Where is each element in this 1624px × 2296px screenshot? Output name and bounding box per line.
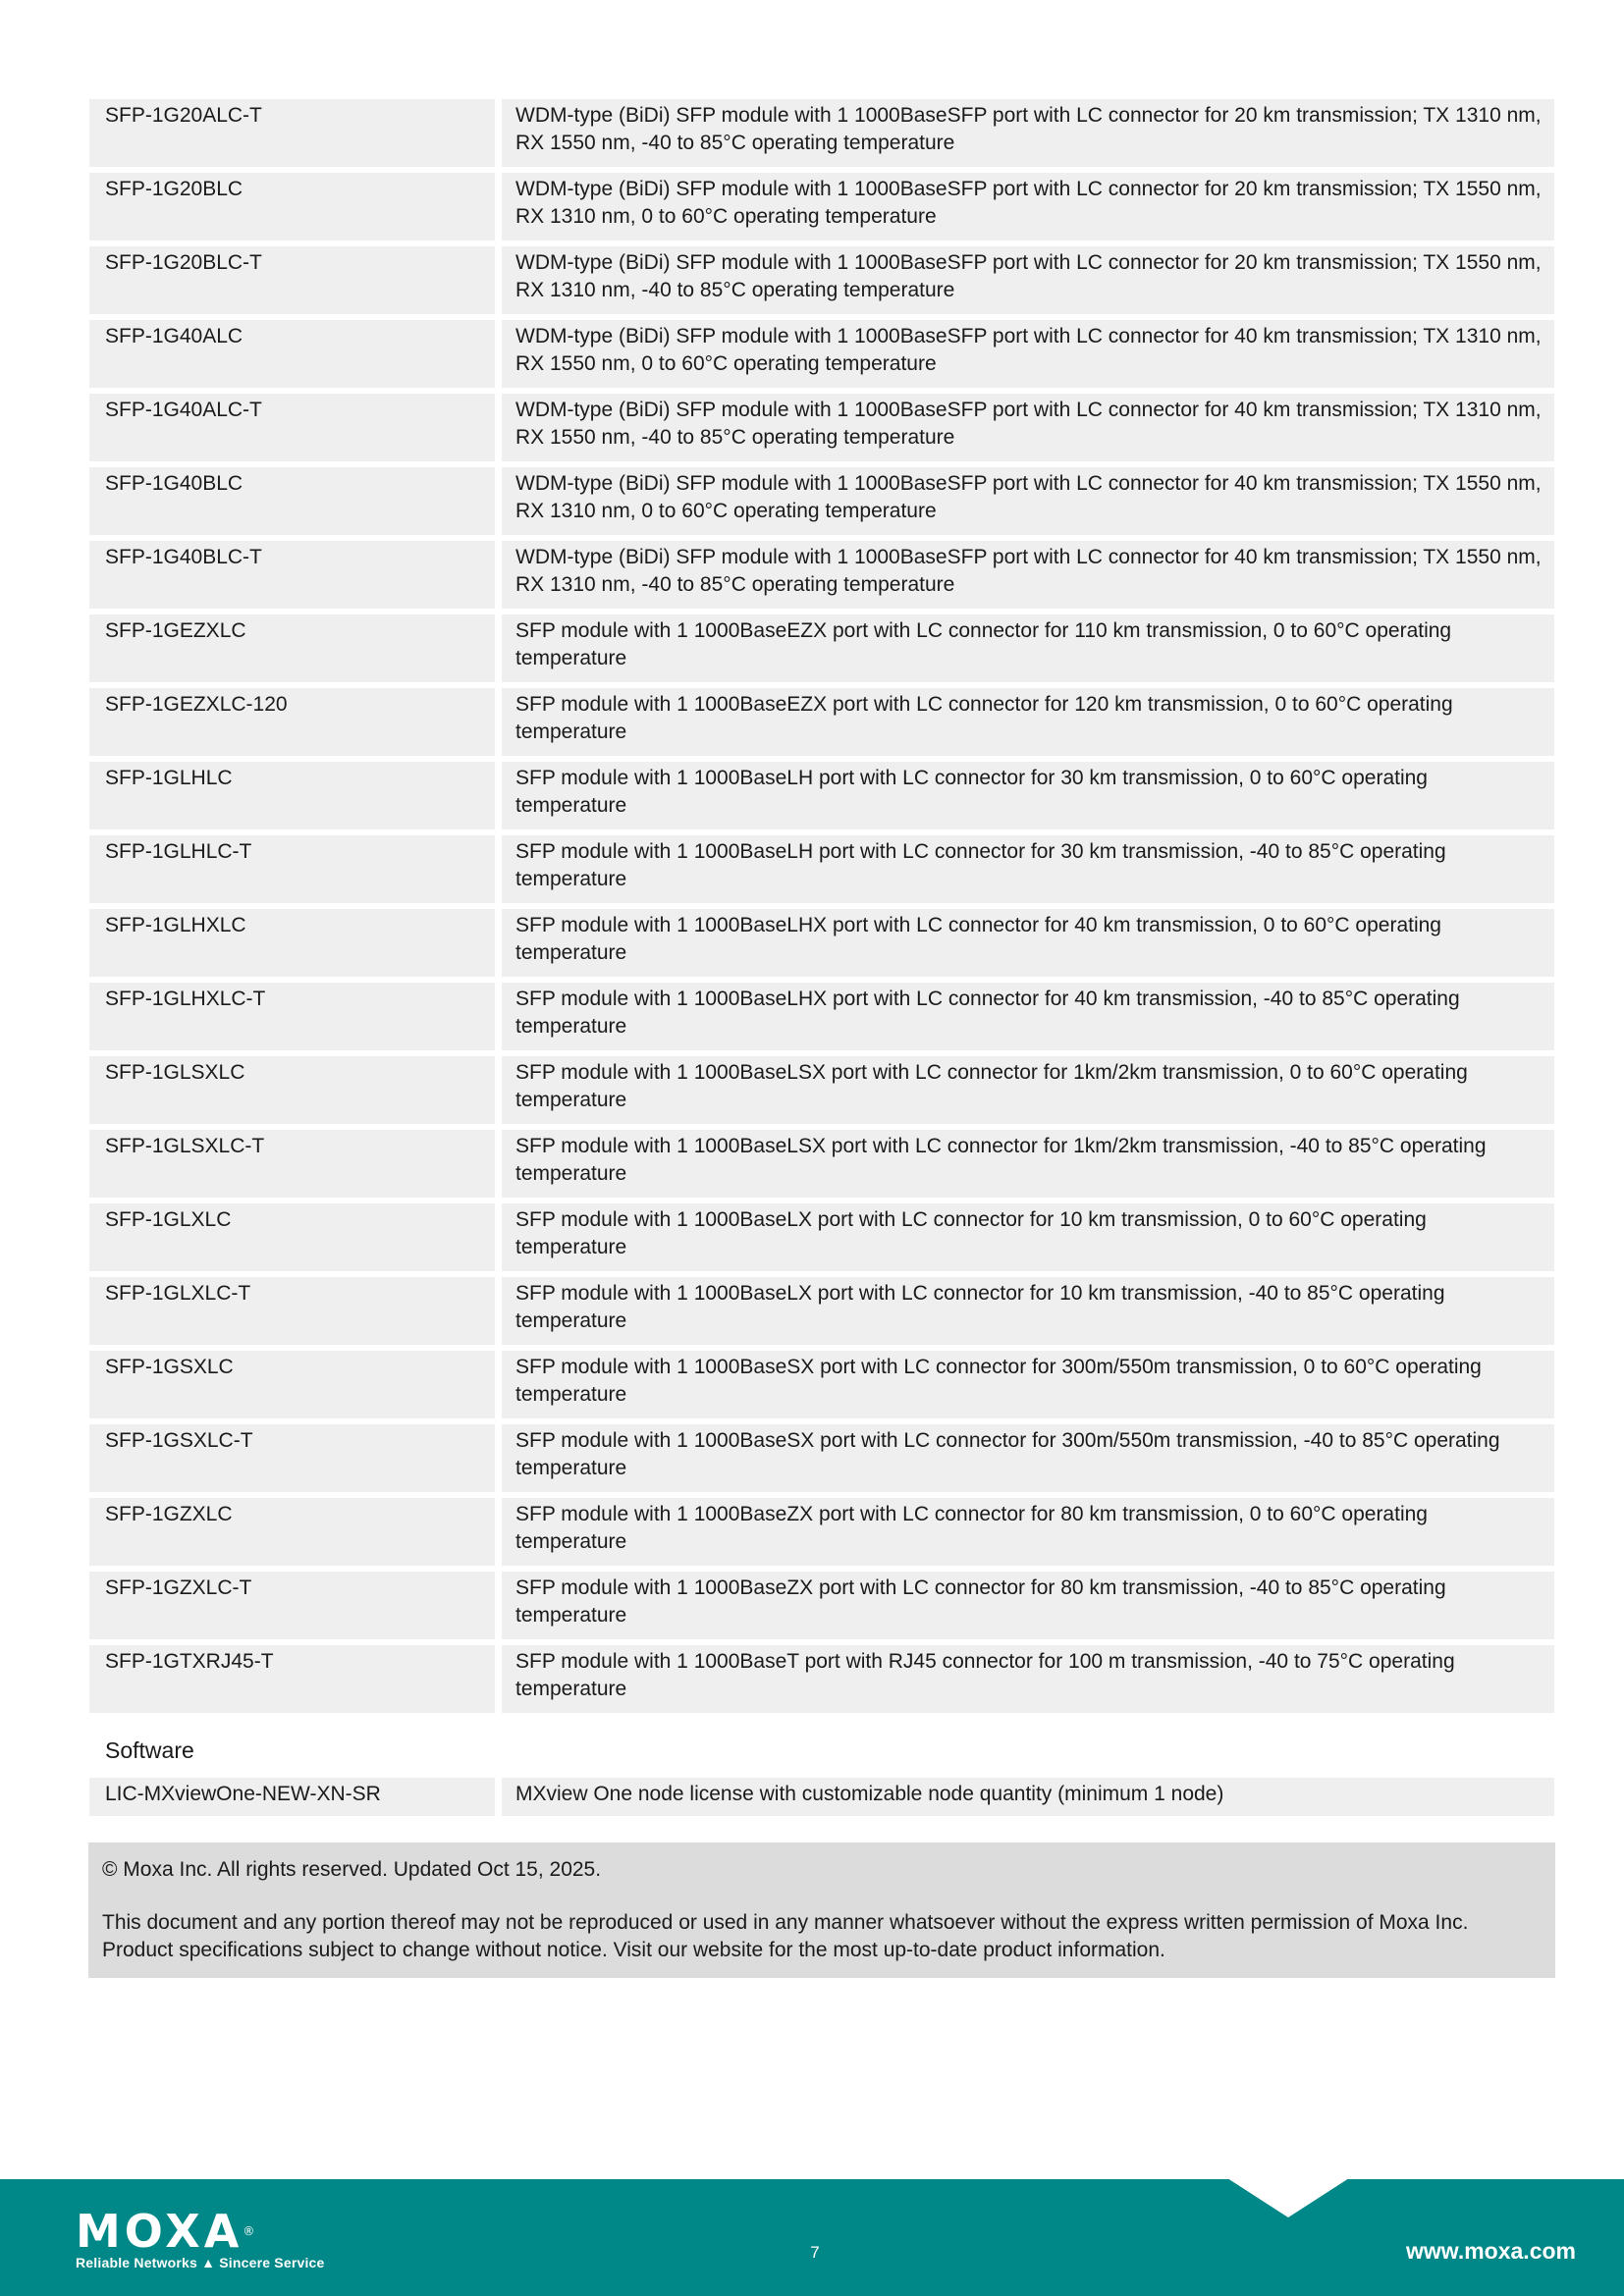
copyright-text: © Moxa Inc. All rights reserved. Updated Oct 15, 2025. [102,1858,602,1881]
table-row [89,983,1554,1050]
table-row [89,1424,1554,1492]
description-cell: SFP module with 1 1000BaseLSX port with LC connector for 1km/2km transmission, -40 to 85°C operating temperature [502,1130,1554,1198]
page-number: 7 [810,2243,820,2262]
model-name-cell: SFP-1GLXLC-T [89,1277,495,1345]
description-cell: SFP module with 1 1000BaseEZX port with LC connector for 110 km transmission, 0 to 60°C operating temperature [502,614,1554,682]
description-cell: SFP module with 1 1000BaseSX port with LC connector for 300m/550m transmission, 0 to 60°C operating temperature [502,1351,1554,1418]
table-row [89,173,1554,240]
table-row [89,1572,1554,1639]
table-row [89,1351,1554,1418]
logo-wordmark: MOXA® [76,2205,259,2258]
model-name-cell: SFP-1G20ALC-T [89,99,495,167]
logo-tagline: Reliable Networks ▲ Sincere Service [76,2255,325,2270]
table-row [89,1203,1554,1271]
table-row [89,1277,1554,1345]
table-row [89,909,1554,977]
description-cell: SFP module with 1 1000BaseLHX port with LC connector for 40 km transmission, 0 to 60°C operating temperature [502,909,1554,977]
model-name-cell: SFP-1G40BLC-T [89,541,495,609]
description-cell: WDM-type (BiDi) SFP module with 1 1000BaseSFP port with LC connector for 40 km transmission; TX 1310 nm, RX 1550 nm, -40 to 85°C operating temperature [502,394,1554,461]
table-row [89,467,1554,535]
model-name-cell: SFP-1G20BLC [89,173,495,240]
model-name-cell: SFP-1GLHXLC [89,909,495,977]
content [89,99,1554,1822]
website-link[interactable]: www.moxa.com [1406,2238,1576,2264]
description-cell: SFP module with 1 1000BaseEZX port with LC connector for 120 km transmission, 0 to 60°C operating temperature [502,688,1554,756]
disclaimer-text: This document and any portion thereof may not be reproduced or used in any manner whatsoever without the express written permission of Moxa Inc. Product specifications subject to change without notice. Visit our website for the most up-to-date product information. [102,1911,1469,1961]
moxa-logo [76,2205,325,2270]
model-name-cell: SFP-1GLHXLC-T [89,983,495,1050]
model-name-cell: SFP-1GLXLC [89,1203,495,1271]
table-row [89,1645,1554,1713]
description-cell: SFP module with 1 1000BaseLHX port with LC connector for 40 km transmission, -40 to 85°C operating temperature [502,983,1554,1050]
model-name-cell: SFP-1GSXLC-T [89,1424,495,1492]
copyright-notice [88,1842,1555,1978]
description-cell: SFP module with 1 1000BaseZX port with LC connector for 80 km transmission, 0 to 60°C operating temperature [502,1498,1554,1566]
table-row [89,394,1554,461]
table-row [89,541,1554,609]
model-name-cell: SFP-1GZXLC-T [89,1572,495,1639]
model-name-cell: SFP-1G40BLC [89,467,495,535]
model-name-cell: SFP-1GLHLC-T [89,835,495,903]
footer-notch [1227,2178,1349,2217]
model-name-cell: SFP-1GZXLC [89,1498,495,1566]
model-name-cell: SFP-1GEZXLC [89,614,495,682]
table-row [89,246,1554,314]
table-row [89,762,1554,829]
table-row [89,688,1554,756]
table-row [89,1498,1554,1566]
description-cell: SFP module with 1 1000BaseLH port with LC connector for 30 km transmission, -40 to 85°C operating temperature [502,835,1554,903]
description-cell: SFP module with 1 1000BaseLSX port with LC connector for 1km/2km transmission, 0 to 60°C operating temperature [502,1056,1554,1124]
description-cell: SFP module with 1 1000BaseLH port with LC connector for 30 km transmission, 0 to 60°C operating temperature [502,762,1554,829]
table-row [89,1778,1554,1816]
description-cell: SFP module with 1 1000BaseLX port with LC connector for 10 km transmission, 0 to 60°C operating temperature [502,1203,1554,1271]
model-name-cell: SFP-1G40ALC-T [89,394,495,461]
table-row [89,1056,1554,1124]
model-name-cell: SFP-1GLSXLC [89,1056,495,1124]
description-cell: SFP module with 1 1000BaseSX port with LC connector for 300m/550m transmission, -40 to 85°C operating temperature [502,1424,1554,1492]
table-row [89,614,1554,682]
software-table [89,1778,1554,1816]
description-cell: WDM-type (BiDi) SFP module with 1 1000BaseSFP port with LC connector for 20 km transmission; TX 1550 nm, RX 1310 nm, 0 to 60°C operating temperature [502,173,1554,240]
description-cell: MXview One node license with customizable node quantity (minimum 1 node) [502,1778,1554,1816]
table-row [89,320,1554,388]
model-name-cell: SFP-1GEZXLC-120 [89,688,495,756]
description-cell: WDM-type (BiDi) SFP module with 1 1000BaseSFP port with LC connector for 20 km transmission; TX 1310 nm, RX 1550 nm, -40 to 85°C operating temperature [502,99,1554,167]
table-row [89,835,1554,903]
table-row [89,99,1554,167]
model-name-cell: SFP-1GLHLC [89,762,495,829]
table-row [89,1130,1554,1198]
description-cell: SFP module with 1 1000BaseZX port with LC connector for 80 km transmission, -40 to 85°C operating temperature [502,1572,1554,1639]
model-table [89,99,1554,1713]
model-name-cell: SFP-1GSXLC [89,1351,495,1418]
description-cell: WDM-type (BiDi) SFP module with 1 1000BaseSFP port with LC connector for 20 km transmission; TX 1550 nm, RX 1310 nm, -40 to 85°C operating temperature [502,246,1554,314]
model-name-cell: LIC-MXviewOne-NEW-XN-SR [89,1778,495,1816]
model-name-cell: SFP-1GLSXLC-T [89,1130,495,1198]
description-cell: SFP module with 1 1000BaseLX port with LC connector for 10 km transmission, -40 to 85°C operating temperature [502,1277,1554,1345]
description-cell: WDM-type (BiDi) SFP module with 1 1000BaseSFP port with LC connector for 40 km transmission; TX 1310 nm, RX 1550 nm, 0 to 60°C operating temperature [502,320,1554,388]
description-cell: WDM-type (BiDi) SFP module with 1 1000BaseSFP port with LC connector for 40 km transmission; TX 1550 nm, RX 1310 nm, 0 to 60°C operating temperature [502,467,1554,535]
model-name-cell: SFP-1G20BLC-T [89,246,495,314]
model-name-cell: SFP-1GTXRJ45-T [89,1645,495,1713]
model-name-cell: SFP-1G40ALC [89,320,495,388]
description-cell: WDM-type (BiDi) SFP module with 1 1000BaseSFP port with LC connector for 40 km transmission; TX 1550 nm, RX 1310 nm, -40 to 85°C operating temperature [502,541,1554,609]
section-title-software: Software [105,1737,194,1763]
description-cell: SFP module with 1 1000BaseT port with RJ45 connector for 100 m transmission, -40 to 75°C operating temperature [502,1645,1554,1713]
